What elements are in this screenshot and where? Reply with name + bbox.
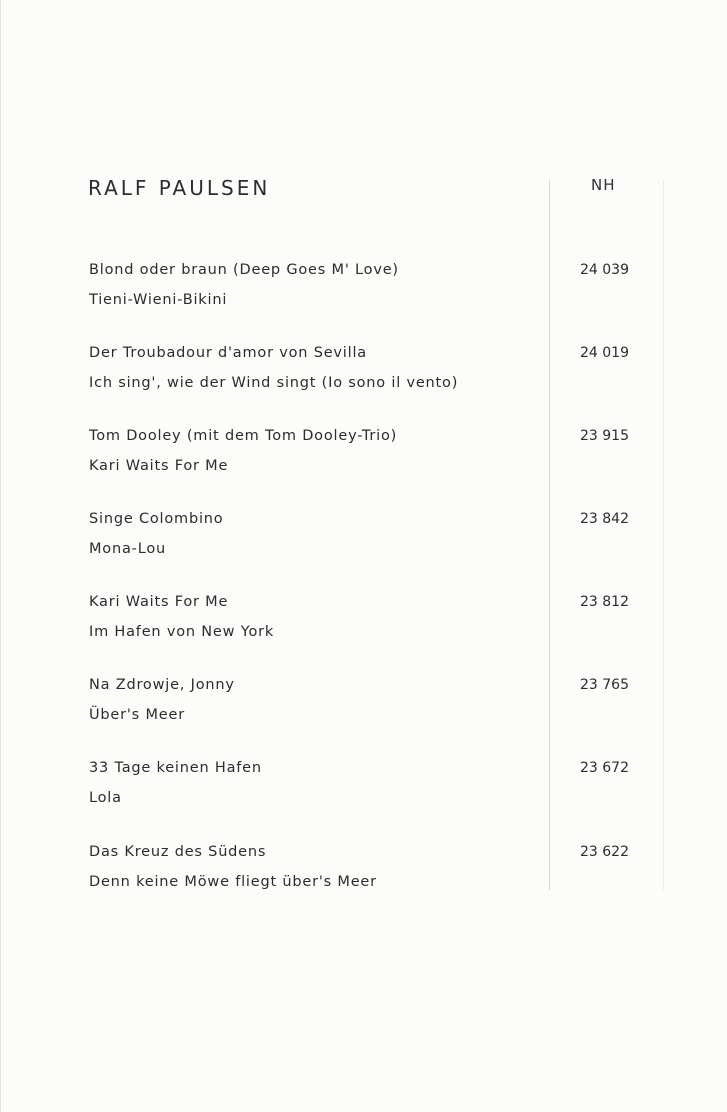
page-edge-line xyxy=(663,180,664,890)
catalog-number: 23 765 xyxy=(580,677,629,693)
b-side-title: Ich sing', wie der Wind singt (Io sono il vento) xyxy=(89,375,459,391)
b-side-title: Im Hafen von New York xyxy=(89,624,275,640)
list-item xyxy=(89,345,649,405)
list-item xyxy=(89,844,649,904)
a-side-title: Na Zdrowje, Jonny xyxy=(89,677,235,693)
b-side-title: Tieni-Wieni-Bikini xyxy=(89,292,228,308)
list-item xyxy=(89,677,649,737)
b-side-title: Über's Meer xyxy=(89,707,185,723)
catalog-number: 23 622 xyxy=(580,844,629,860)
b-side-title: Lola xyxy=(89,790,122,806)
artist-title: RALF PAULSEN xyxy=(88,176,271,200)
b-side-title: Kari Waits For Me xyxy=(89,458,229,474)
list-item xyxy=(89,594,649,654)
a-side-title: Der Troubadour d'amor von Sevilla xyxy=(89,345,367,361)
catalog-number: 24 019 xyxy=(580,345,629,361)
a-side-title: Kari Waits For Me xyxy=(89,594,229,610)
list-item xyxy=(89,760,649,820)
catalog-number: 23 915 xyxy=(580,428,629,444)
catalog-number: 23 672 xyxy=(580,760,629,776)
a-side-title: Tom Dooley (mit dem Tom Dooley-Trio) xyxy=(89,428,398,444)
b-side-title: Denn keine Möwe fliegt über's Meer xyxy=(89,874,377,890)
a-side-title: Singe Colombino xyxy=(89,511,224,527)
a-side-title: Das Kreuz des Südens xyxy=(89,844,267,860)
list-item xyxy=(89,428,649,488)
list-item xyxy=(89,262,649,322)
a-side-title: Blond oder braun (Deep Goes M' Love) xyxy=(89,262,399,278)
catalog-number: 23 842 xyxy=(580,511,629,527)
a-side-title: 33 Tage keinen Hafen xyxy=(89,760,262,776)
catalog-number: 24 039 xyxy=(580,262,629,278)
list-item xyxy=(89,511,649,571)
catalog-column-header: NH xyxy=(591,176,616,194)
b-side-title: Mona-Lou xyxy=(89,541,166,557)
catalog-number: 23 812 xyxy=(580,594,629,610)
